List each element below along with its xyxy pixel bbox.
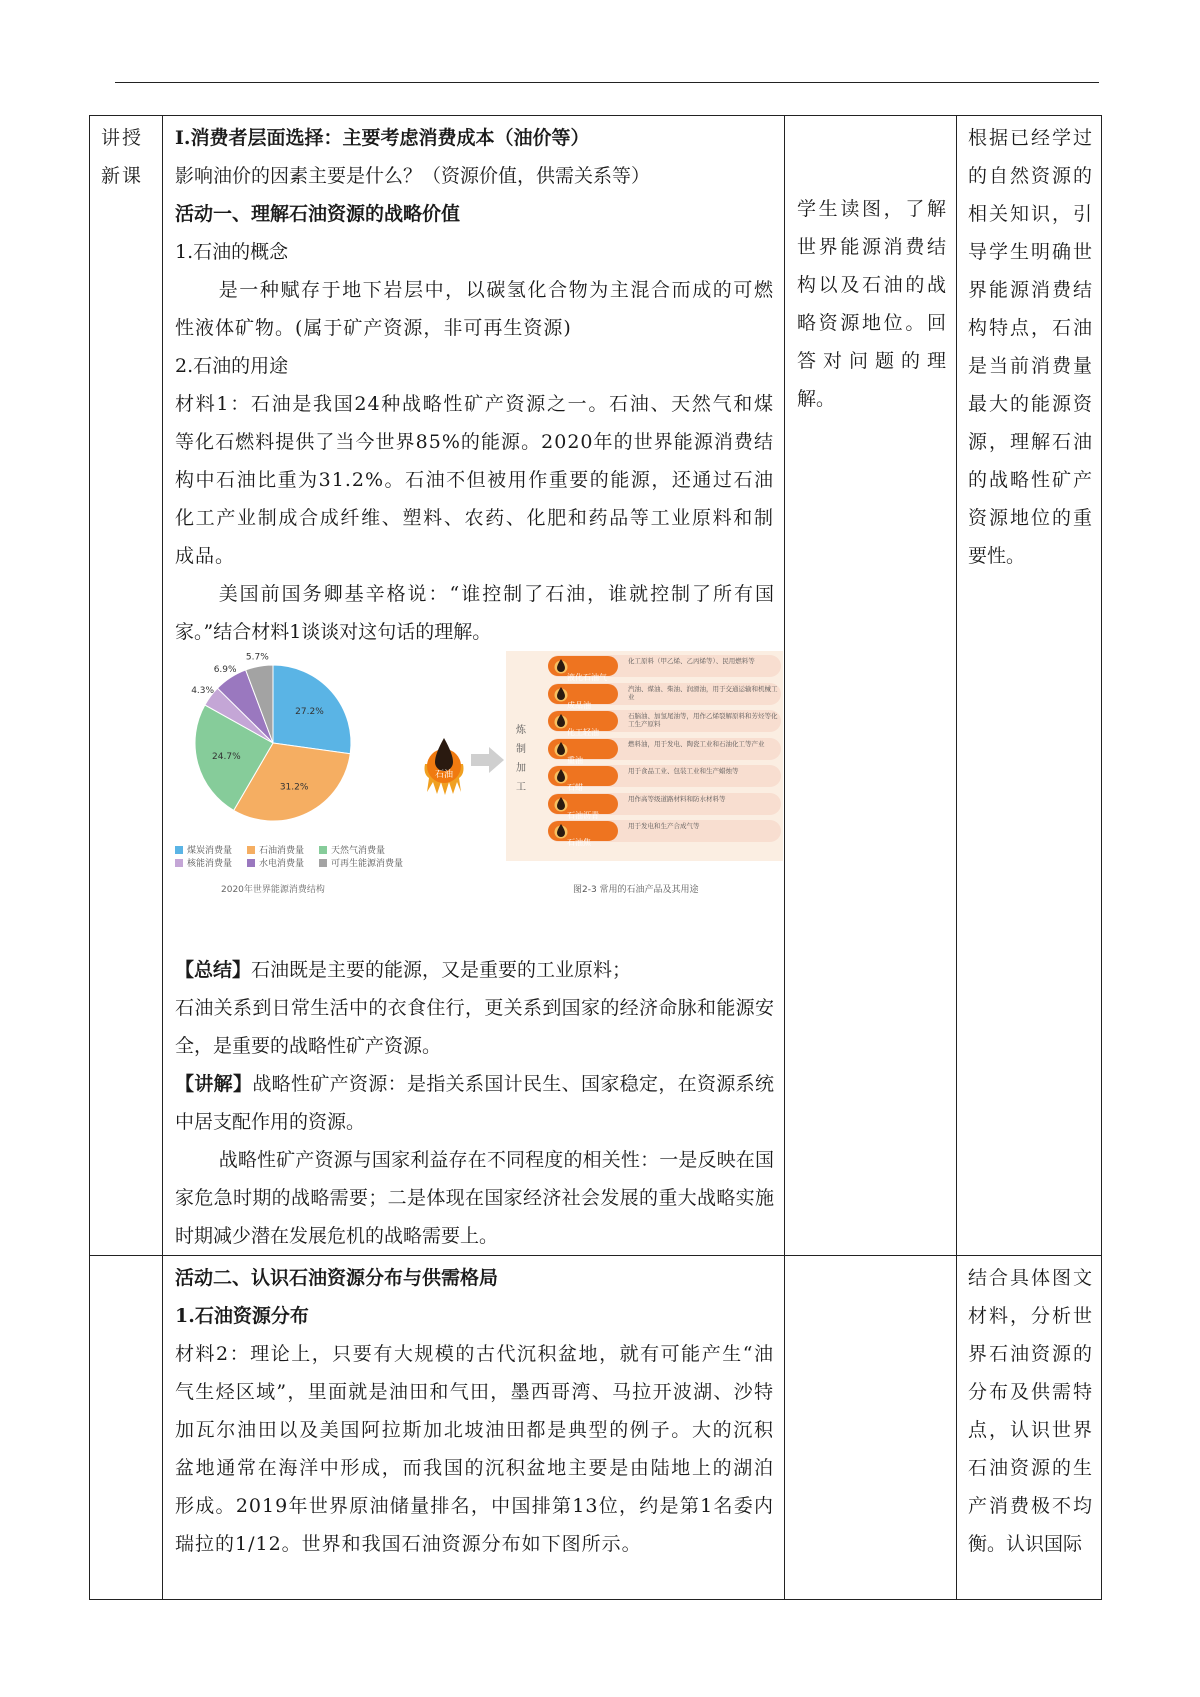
- product-name: 重油: [567, 755, 583, 765]
- concept-title: 1.石油的概念: [175, 241, 289, 263]
- question-text: 影响油价的因素主要是什么？（资源价值，供需关系等）: [175, 165, 651, 187]
- refining-caption: 图2-3 常用的石油产品及其用途: [573, 885, 699, 895]
- use-title: 2.石油的用途: [175, 355, 289, 377]
- product-description: 用作高等级道路材料和防水材料等: [628, 794, 726, 803]
- explain-text-2: 战略性矿产资源与国家利益存在不同程度的相关性：一是反映在国家危急时期的战略需要；二是体现在国家经济社会发展的重大战略实施时期减少潜在发展危机的战略需要上。: [175, 1149, 774, 1247]
- student-activity-cell: [785, 1256, 957, 1600]
- pie-data-label: 6.9%: [213, 665, 237, 676]
- product-row: [548, 655, 781, 682]
- explain: [175, 1065, 774, 1141]
- oil-drop-icon: [554, 768, 568, 784]
- product-row: [548, 710, 781, 737]
- refining-char: 炼: [516, 725, 526, 736]
- legend-swatch: [319, 859, 327, 867]
- teaching-content-cell: [163, 116, 785, 1256]
- product-name: 成品油: [567, 700, 591, 710]
- legend-label: 核能消费量: [187, 859, 233, 869]
- material-1: 材料1：石油是我国24种战略性矿产资源之一。石油、天然气和煤等化石燃料提供了当今世界85%的能源。2020年的世界能源消费结构中石油比重为31.2%。石油不但被用作重要的能源，还通过石油化工产业制成合成纤维、塑料、农药、化肥和药品等工业原料和制成品。: [175, 393, 774, 567]
- refining-char: 制: [516, 744, 526, 755]
- product-description: 用于食品工业、包装工业和生产蜡烛等: [628, 767, 739, 775]
- pie-data-label: 4.3%: [191, 686, 215, 697]
- design-intent-cell: [957, 116, 1102, 1256]
- concept-text: 是一种赋存于地下岩层中，以碳氢化合物为主混合而成的可燃性液体矿物。(属于矿产资源，非可再生资源): [175, 279, 774, 339]
- oil-label: 石油: [434, 770, 453, 780]
- explain-tag: 【讲解】: [175, 1073, 253, 1095]
- product-name: 化工轻油: [567, 728, 599, 737]
- oil-drop-icon: [554, 658, 568, 674]
- stage-label: 讲授: [101, 127, 144, 149]
- legend-label: 天然气消费量: [331, 846, 386, 856]
- student-activity-cell: [785, 116, 957, 1256]
- product-row: [548, 683, 781, 710]
- legend-swatch: [247, 859, 255, 867]
- product-row: [548, 820, 781, 847]
- student-activity-text: 学生读图，了解世界能源消费结构以及石油的战略资源地位。回答对问题的理解。: [797, 198, 946, 410]
- oil-drop-icon: [554, 823, 568, 839]
- oil-drop-icon: [554, 713, 568, 729]
- refining-label: [514, 721, 528, 797]
- legend-label: 石油消费量: [259, 846, 305, 856]
- material-2: 材料2：理论上，只要有大规模的古代沉积盆地，就有可能产生“油气生烃区域”，里面就是油田和气田，墨西哥湾、马拉开波湖、沙特加瓦尔油田以及美国阿拉斯加北坡油田都是典型的例子。大的沉积盆地通常在海洋中形成，而我国的沉积盆地主要是由陆地上的湖泊形成。2019年世界原油储量排名，中国排第13位，约是第1名委内瑞拉的1/12。世界和我国石油资源分布如下图所示。: [175, 1343, 774, 1555]
- pie-data-label: 27.2%: [295, 707, 324, 718]
- product-name: 石油沥青: [567, 810, 599, 820]
- product-description: 石脑油、加氢尾油等，用作乙烯裂解原料和芳烃等化工生产原料: [628, 712, 778, 728]
- arrow-right-icon: [471, 745, 505, 775]
- product-description: 汽油、煤油、柴油、润滑油，用于交通运输和机械工业: [628, 684, 778, 701]
- distribution-title: 1.石油资源分布: [175, 1305, 309, 1327]
- product-description: 化工原料（甲乙烯、乙丙烯等）、民用燃料等: [628, 657, 755, 665]
- design-intent-text: 结合具体图文材料，分析世界石油资源的分布及供需特点，认识世界石油资源的生产消费极不均衡。认识国际: [968, 1267, 1092, 1555]
- figure-area: [175, 651, 778, 951]
- kissinger-quote: 美国前国务卿基辛格说：“谁控制了石油，谁就控制了所有国家。”结合材料1谈谈对这句话的理解。: [175, 583, 774, 643]
- summary: [175, 951, 774, 989]
- pie-data-label: 24.7%: [212, 751, 241, 762]
- legend-item: [319, 845, 403, 883]
- activity-title: 活动二、认识石油资源分布与供需格局: [175, 1267, 499, 1289]
- design-intent-cell: [957, 1256, 1102, 1600]
- lesson-plan-table: [89, 115, 1102, 1600]
- refining-char: 加: [516, 763, 526, 774]
- summary-text: 石油既是主要的能源，又是重要的工业原料；: [251, 959, 632, 981]
- oil-drop-icon: [554, 686, 568, 702]
- section-heading: Ⅰ.消费者层面选择：主要考虑消费成本（油价等）: [175, 127, 590, 149]
- legend-swatch: [175, 859, 183, 867]
- product-description: 用于发电和生产合成气等: [628, 822, 700, 830]
- summary-tag: 【总结】: [175, 959, 252, 981]
- stage-label: 新课: [101, 165, 144, 187]
- legend-label: 可再生能源消费量: [331, 859, 404, 869]
- activity-title: 活动一、理解石油资源的战略价值: [175, 203, 461, 225]
- product-description: 燃料油，用于发电、陶瓷工业和石油化工等产业: [628, 739, 765, 748]
- pie-data-label: 31.2%: [279, 782, 309, 793]
- pie-data-label: 5.7%: [245, 653, 269, 663]
- table-row: [90, 116, 1102, 1256]
- product-name: 液化石油气: [567, 673, 607, 682]
- oil-drop-icon: [554, 796, 568, 812]
- header-rule: [115, 82, 1099, 83]
- product-row: [548, 738, 781, 765]
- stage-cell: [90, 116, 163, 1256]
- teaching-content-cell: [163, 1256, 785, 1600]
- design-intent-text: 根据已经学过的自然资源的相关知识，引导学生明确世界能源消费结构特点，石油是当前消费量最大的能源资源，理解石油的战略性矿产资源地位的重要性。: [968, 127, 1092, 567]
- refining-char: 工: [516, 782, 526, 793]
- legend-label: 水电消费量: [259, 859, 305, 869]
- pie-svg: [175, 653, 415, 833]
- product-name: 石蜡: [567, 783, 583, 792]
- product-row: [548, 765, 781, 792]
- oil-drop-icon: [554, 741, 568, 757]
- table-row: [90, 1256, 1102, 1600]
- explain-text: 战略性矿产资源：是指关系国计民生、国家稳定，在资源系统中居支配作用的资源。: [175, 1073, 774, 1133]
- product-name: 石油焦: [567, 838, 591, 847]
- product-row: [548, 793, 781, 820]
- legend-label: 煤炭消费量: [187, 846, 233, 856]
- pie-caption: 2020年世界能源消费结构: [221, 885, 325, 895]
- stage-cell: [90, 1256, 163, 1600]
- summary-text-2: 石油关系到日常生活中的衣食住行，更关系到国家的经济命脉和能源安全，是重要的战略性矿产资源。: [175, 997, 774, 1057]
